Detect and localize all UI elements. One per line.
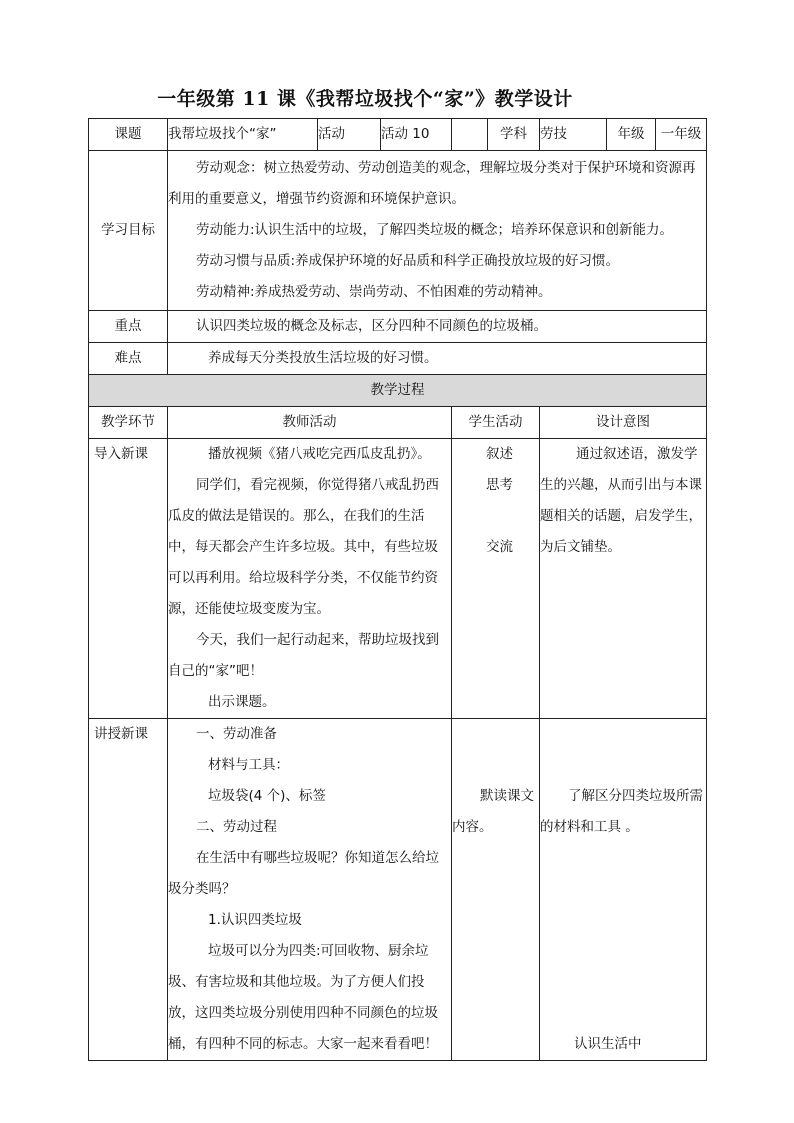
blank-cell (452, 119, 488, 151)
new-stage: 讲授新课 (89, 719, 168, 1061)
intro-intent: 通过叙述语，激发学生的兴趣，从而引出与本课题相关的话题，启发学生，为后文铺垫。 (540, 439, 707, 719)
intro-teacher-line: 同学们，看完视频，你觉得猪八戒乱扔西瓜皮的做法是错误的。那么，在我们的生活中，每天都会产生许多垃圾。其中，有些垃圾可以再利用。给垃圾科学分类，不仅能节约资源，还能使垃圾变废为宝。 (168, 477, 439, 617)
process-title: 教学过程 (89, 375, 707, 407)
new-teacher (168, 719, 452, 1061)
subject-label: 学科 (488, 119, 540, 151)
difficulty-label: 难点 (89, 343, 168, 375)
header-student: 学生活动 (452, 407, 540, 439)
process-header-row (89, 407, 707, 439)
goal-item: 劳动能力:认识生活中的垃圾，了解四类垃圾的概念；培养环保意识和创新能力。 (196, 222, 674, 238)
new-teacher-line: 垃圾可以分为四类:可回收物、厨余垃圾、有害垃圾和其他垃圾。为了方便人们投放，这四类垃圾分别使用四种不同颜色的垃圾桶，有四种不同的标志。大家一起来看看吧！ (168, 943, 438, 1052)
goals-label: 学习目标 (89, 151, 168, 311)
topic-label: 课题 (89, 119, 168, 151)
intro-teacher-line: 出示课题。 (208, 694, 276, 710)
activity-value: 活动 10 (381, 119, 452, 151)
grade-value: 一年级 (656, 119, 707, 151)
key-point-text: 认识四类垃圾的概念及标志，区分四种不同颜色的垃圾桶。 (168, 311, 707, 343)
new-teacher-line: 一、劳动准备 (196, 726, 277, 742)
intro-student-item: 思考 (486, 477, 513, 493)
activity-label: 活动 (318, 119, 381, 151)
goal-item: 劳动观念：树立热爱劳动、劳动创造美的观念，理解垃圾分类对于保护环境和资源再利用的重要意义，增强节约资源和环境保护意识。 (168, 160, 696, 207)
new-lesson-row (89, 719, 707, 1061)
intro-student-item: 交流 (486, 539, 513, 555)
new-teacher-line: 在生活中有哪些垃圾呢？你知道怎么给垃圾分类吗？ (168, 850, 439, 897)
intro-stage: 导入新课 (89, 439, 168, 719)
goal-item: 劳动习惯与品质:养成保护环境的好品质和科学正确投放垃圾的好习惯。 (196, 253, 620, 269)
difficulty-text: 养成每天分类投放生活垃圾的好习惯。 (168, 343, 707, 375)
goals-row (89, 151, 707, 311)
header-stage: 教学环节 (89, 407, 168, 439)
new-teacher-line: 材料与工具： (208, 757, 289, 773)
key-point-label: 重点 (89, 311, 168, 343)
document-title: 一年级第 11 课《我帮垃圾找个“家”》教学设计 (157, 88, 573, 110)
info-row (89, 119, 707, 151)
intro-teacher (168, 439, 452, 719)
header-intent: 设计意图 (540, 407, 707, 439)
grade-label: 年级 (607, 119, 656, 151)
difficulty-row (89, 343, 707, 375)
new-teacher-line: 垃圾袋(4 个)、标签 (208, 788, 326, 804)
lesson-plan-table (88, 118, 707, 1061)
new-teacher-line: 二、劳动过程 (196, 819, 277, 835)
new-intent-text: 了解区分四类垃圾所需的材料和工具 。 (540, 788, 703, 835)
key-point-row (89, 311, 707, 343)
intro-student (452, 439, 540, 719)
intro-row (89, 439, 707, 719)
topic-value: 我帮垃圾找个“家” (168, 119, 318, 151)
intro-teacher-line: 播放视频《猪八戒吃完西瓜皮乱扔》。 (208, 446, 431, 462)
subject-value: 劳技 (540, 119, 607, 151)
new-intent-text-2: 认识生活中 (574, 1036, 642, 1052)
goal-item: 劳动精神:养成热爱劳动、崇尚劳动、不怕困难的劳动精神。 (196, 284, 552, 300)
intro-teacher-line: 今天，我们一起行动起来，帮助垃圾找到自己的“家”吧！ (168, 632, 439, 679)
header-teacher: 教师活动 (168, 407, 452, 439)
intro-student-item: 叙述 (486, 446, 513, 462)
new-intent (540, 719, 707, 1061)
process-title-row (89, 375, 707, 407)
new-teacher-line: 1.认识四类垃圾 (208, 912, 302, 928)
goals-content (168, 151, 707, 311)
new-student: 默读课文内容。 (452, 719, 540, 1061)
